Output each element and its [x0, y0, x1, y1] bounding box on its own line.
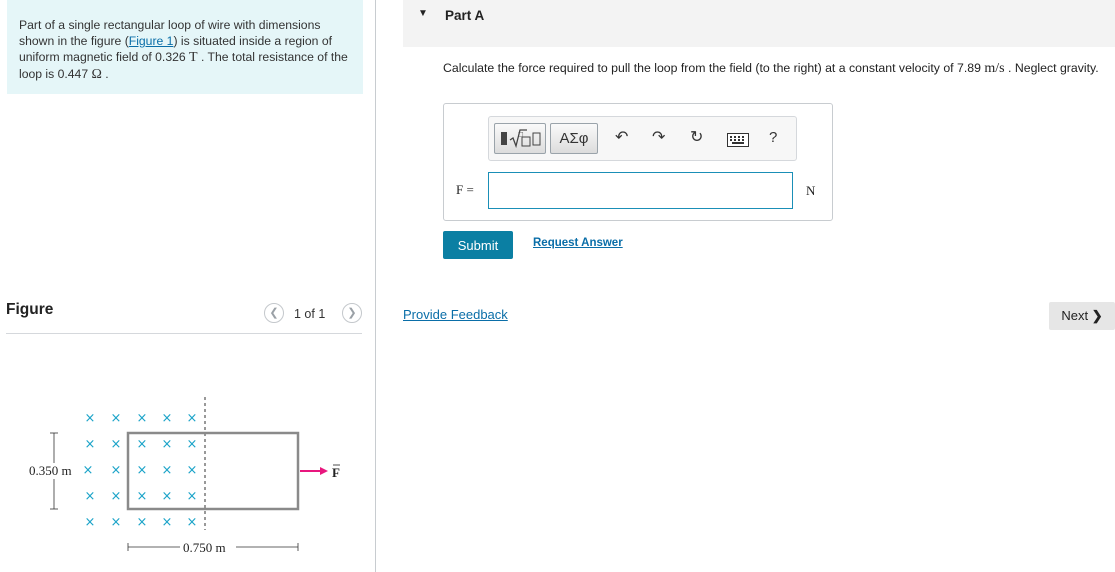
field-x-mark: × [110, 515, 122, 530]
unit-tesla: T [189, 50, 198, 65]
field-x-mark: × [110, 489, 122, 504]
field-x-mark: × [161, 489, 173, 504]
loop-diagram [0, 395, 360, 565]
next-label: Next [1061, 308, 1089, 323]
field-x-mark: × [82, 463, 94, 478]
answer-variable-label: F = [456, 182, 474, 197]
keyboard-icon[interactable] [727, 133, 749, 152]
part-title: Part A [445, 8, 485, 23]
triangle-down-icon[interactable]: ▼ [418, 8, 428, 19]
unit-velocity: m/s [984, 61, 1005, 76]
figure-next-button[interactable] [342, 303, 362, 323]
submit-button[interactable]: Submit [443, 231, 513, 259]
field-x-mark: × [136, 463, 148, 478]
field-x-mark: × [84, 489, 96, 504]
field-x-mark: × [84, 437, 96, 452]
chevron-left-icon: ❮ [269, 307, 279, 319]
field-x-mark: × [161, 437, 173, 452]
column-divider [375, 0, 376, 572]
wire-loop [128, 433, 298, 509]
field-x-mark: × [186, 411, 198, 426]
width-label: 0.750 m [183, 540, 226, 555]
field-x-mark: × [136, 489, 148, 504]
next-button[interactable] [1049, 302, 1115, 330]
field-x-mark: × [110, 463, 122, 478]
figure-title: Figure [6, 301, 54, 318]
field-x-mark: × [186, 463, 198, 478]
answer-input[interactable] [488, 172, 793, 209]
math-templates-icon [495, 124, 545, 153]
chevron-right-icon: ❯ [347, 307, 357, 319]
figure-link[interactable]: Figure 1 [128, 34, 174, 48]
figure-header [6, 296, 362, 334]
unit-ohm: Ω [91, 67, 102, 82]
field-x-mark: × [161, 411, 173, 426]
field-x-mark: × [186, 437, 198, 452]
field-x-mark: × [186, 489, 198, 504]
help-button[interactable]: ? [769, 129, 778, 146]
answer-box [443, 103, 833, 221]
part-a-header[interactable] [403, 0, 1115, 47]
field-x-mark: × [161, 515, 173, 530]
height-label: 0.350 m [29, 463, 72, 478]
question-text: Calculate the force required to pull the loop from the field (to the right) at a constant velocity of 7.89 m/s . Neglect gravity. [443, 61, 1099, 76]
request-answer-link[interactable]: Request Answer [533, 237, 623, 249]
problem-text: Part of a single rectangular loop of wire with dimensions shown in the figure ( [19, 18, 321, 48]
redo-icon[interactable]: ↷ [652, 129, 666, 146]
figure-pager-text: 1 of 1 [294, 307, 326, 321]
field-x-mark: × [136, 437, 148, 452]
reset-icon[interactable]: ↻ [690, 129, 704, 146]
problem-statement: Part of a single rectangular loop of wire with dimensions shown in the figure (Figure 1) is situated inside a region of uniform magnetic field of 0.326 T . The total resistance of the loop is 0.447 Ω . [7, 0, 363, 94]
undo-icon[interactable]: ↶ [615, 129, 629, 146]
field-x-mark: × [186, 515, 198, 530]
field-x-mark: × [110, 437, 122, 452]
magnetic-field-marks [83, 411, 198, 530]
force-label: F [332, 465, 340, 480]
field-x-mark: × [136, 515, 148, 530]
field-x-mark: × [84, 411, 96, 426]
chevron-right-icon: ❯ [1091, 308, 1103, 323]
answer-unit-label: N [806, 183, 816, 198]
math-templates-button[interactable] [494, 123, 546, 154]
svg-text:□: □ [518, 131, 524, 138]
field-x-mark: × [84, 515, 96, 530]
provide-feedback-link[interactable]: Provide Feedback [403, 307, 508, 322]
field-x-mark: × [110, 411, 122, 426]
field-x-mark: × [161, 463, 173, 478]
math-toolbar [488, 116, 797, 161]
greek-symbols-button[interactable]: ΑΣφ [550, 123, 598, 154]
figure-prev-button[interactable] [264, 303, 284, 323]
field-x-mark: × [136, 411, 148, 426]
